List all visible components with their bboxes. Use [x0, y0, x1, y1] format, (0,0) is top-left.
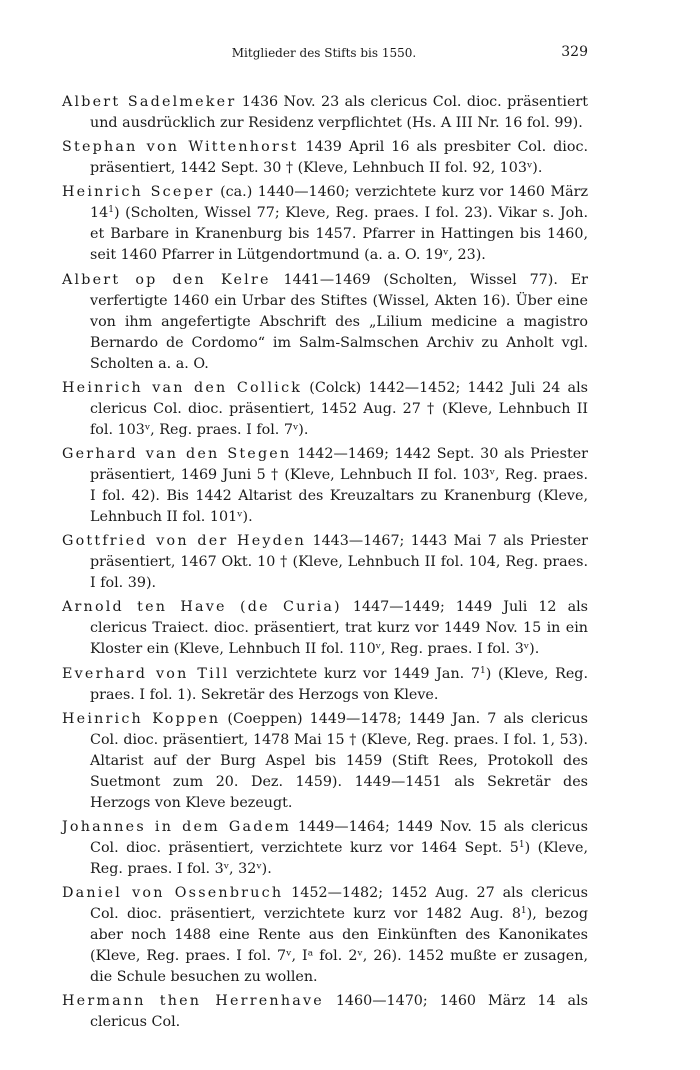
entry-text: 1442—1469; 1442 Sept. 30 als Priester präsentiert, 1469 Juni 5 † (Kleve, Lehnbuch II fol. 103ᵛ, Reg. praes. I fol. 42). Bis 1442 Altarist des Kreuzaltars zu Kranenburg (Kleve, Lehnbuch II fol. 101ᵛ). — [90, 445, 588, 525]
entry-name: Hermann then Herrenhave — [62, 993, 324, 1010]
entry-name: Stephan von Wittenhorst — [62, 139, 299, 156]
footnote-reference: 1 — [518, 839, 525, 850]
entry-stephan-von-wittenhorst — [62, 137, 588, 179]
entry-albert-sadelmeker — [62, 92, 588, 134]
entry-name: Gottfried von der Heyden — [62, 533, 307, 550]
entry-text: 1443—1467; 1443 Mai 7 als Priester präsentiert, 1467 Okt. 10 † (Kleve, Lehnbuch II fol. 104, Reg. praes. I fol. 39). — [90, 533, 588, 592]
entry-hermann-then-herrenhave — [62, 991, 588, 1033]
footnote-reference: 1 — [108, 205, 114, 216]
running-head: Mitglieder des Stifts bis 1550. — [231, 46, 417, 60]
entry-text: (ca.) 1440—1460; verzichtete kurz vor 1460 März 14 — [90, 184, 589, 222]
entry-name: Albert Sadelmeker — [62, 94, 237, 110]
entry-text-continued: ) (Kleve, Reg. praes. I fol. 3ᵛ, 32ᵛ). — [90, 839, 588, 877]
entry-text: verzichtete kurz vor 1449 Jan. 7 — [229, 665, 480, 682]
entry-arnold-ten-have — [62, 597, 588, 660]
entry-name: Johannes in dem Gadem — [62, 818, 292, 835]
entry-johannes-in-dem-gadem — [62, 817, 588, 880]
entry-name: Gerhard van den Stegen — [62, 445, 292, 462]
entry-text: 1436 Nov. 23 als clericus Col. dioc. präsentiert und ausdrücklich zur Residenz verpflichtet (Hs. A III Nr. 16 fol. 99). — [90, 94, 588, 131]
entry-name: Albert op den Kelre — [62, 271, 271, 288]
entry-text: 1452—1482; 1452 Aug. 27 als clericus Col. dioc. präsentiert, verzichtete kurz vor 1482 Aug. 8 — [90, 885, 588, 923]
footnote-reference: 1 — [520, 906, 527, 917]
entry-text: 1441—1469 (Scholten, Wissel 77). Er verfertigte 1460 ein Urbar des Stiftes (Wissel, Akten 16). Über eine von ihm angefertigte Abschrift des „Lilium medicine a magistro Bernardo de Cordomo“ im Salm-Salmschen Archiv zu Anholt vgl. Scholten a. a. O. — [90, 271, 589, 372]
page-header — [60, 44, 588, 66]
entry-text-continued: ) (Kleve, Reg. praes. I fol. 1). Sekretär des Herzogs von Kleve. — [90, 665, 588, 703]
entry-text: (Colck) 1442—1452; 1442 Juli 24 als clericus Col. dioc. präsentiert, 1452 Aug. 27 † (Kleve, Lehnbuch II fol. 103ᵛ, Reg. praes. I fol. 7ᵛ). — [90, 379, 588, 438]
entry-list — [62, 92, 588, 1036]
entry-text: 1439 April 16 als presbiter Col. dioc. präsentiert, 1442 Sept. 30 † (Kleve, Lehnbuch II fol. 92, 103ᵛ). — [90, 139, 588, 177]
entry-heinrich-van-den-collick — [62, 378, 588, 441]
footnote-reference: 1 — [480, 665, 486, 676]
page-number: 329 — [561, 44, 588, 60]
entry-text: (Coeppen) 1449—1478; 1449 Jan. 7 als clericus Col. dioc. präsentiert, 1478 Mai 15 † (Kleve, Reg. praes. I fol. 1, 53). Altarist auf der Burg Aspel bis 1459 (Stift Rees, Protokoll des Suetmont zum 20. Dez. 1459). 1449—1451 als Sekretär des Herzogs von Kleve bezeugt. — [90, 710, 588, 811]
entry-text: 1449—1464; 1449 Nov. 15 als clericus Col. dioc. präsentiert, verzichtete kurz vor 1464 Sept. 5 — [90, 818, 589, 856]
entry-gerhard-van-den-stegen — [62, 444, 588, 528]
entry-name: Heinrich Koppen — [62, 710, 221, 727]
entry-text: 1447—1449; 1449 Juli 12 als clericus Traiect. dioc. präsentiert, trat kurz vor 1449 Nov. 15 in ein Kloster ein (Kleve, Lehnbuch II fol. 110ᵛ, Reg. praes. I fol. 3ᵛ). — [90, 599, 588, 658]
entry-albert-op-den-kelre — [62, 270, 588, 375]
entry-daniel-von-ossenbruch — [62, 883, 588, 988]
entry-gottfried-von-der-heyden — [62, 531, 588, 594]
entry-name: Arnold ten Have (de Curia) — [62, 599, 342, 616]
entry-heinrich-sceper — [62, 182, 588, 266]
entry-heinrich-koppen — [62, 709, 588, 814]
entry-name: Heinrich van den Collick — [62, 379, 303, 396]
entry-name: Heinrich Sceper — [62, 184, 215, 201]
entry-name: Daniel von Ossenbruch — [62, 885, 284, 902]
entry-text-continued: ), bezog aber noch 1488 eine Rente aus den Einkünften des Kanonikates (Kleve, Reg. praes. I fol. 7ᵛ, Iᵃ fol. 2ᵛ, 26). 1452 mußte er zusagen, die Schule besuchen zu wollen. — [90, 906, 588, 986]
entry-name: Everhard von Till — [62, 665, 230, 682]
entry-everhard-von-till — [62, 664, 588, 706]
entry-text-continued: ) (Scholten, Wissel 77; Kleve, Reg. praes. I fol. 23). Vikar s. Joh. et Barbare in Kranenburg bis 1457. Pfarrer in Hattingen bis 1460, seit 1460 Pfarrer in Lütgendortmund (a. a. O. 19ᵛ, 23). — [90, 205, 588, 264]
entry-text: 1460—1470; 1460 März 14 als clericus Col. — [90, 993, 588, 1031]
